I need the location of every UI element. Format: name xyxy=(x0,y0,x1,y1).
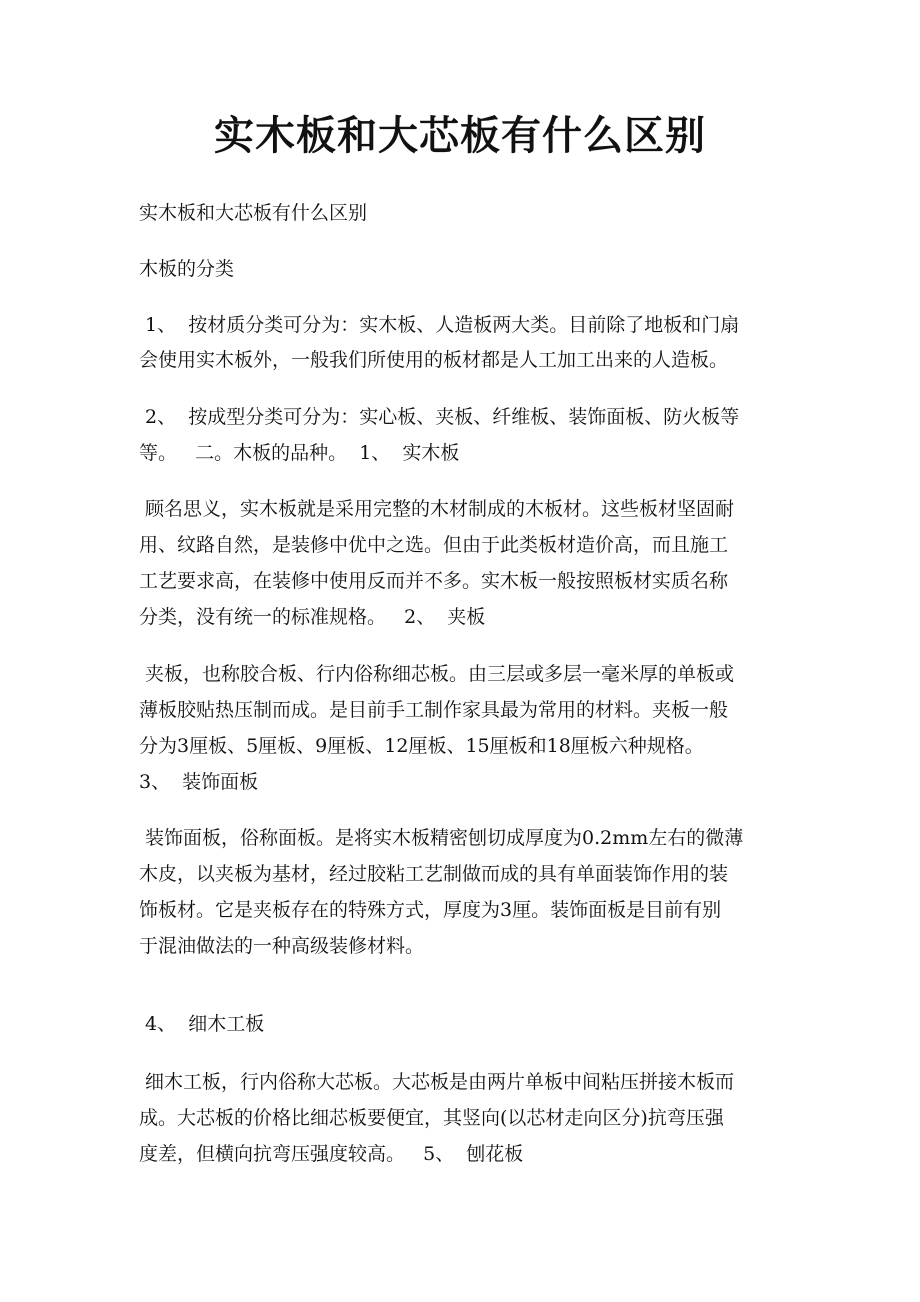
paragraph-line: 装饰面板，俗称面板。是将实木板精密刨切成厚度为0.2mm左右的微薄 xyxy=(139,827,744,849)
paragraph-line: 工艺要求高，在装修中使用反而并不多。实木板一般按照板材实质名称 xyxy=(139,570,729,592)
paragraph-line: 细木工板，行内俗称大芯板。大芯板是由两片单板中间粘压拼接木板而 xyxy=(139,1071,735,1093)
paragraph-line: 夹板，也称胶合板、行内俗称细芯板。由三层或多层一毫米厚的单板或 xyxy=(139,663,735,685)
paragraph-line: 分类，没有统一的标准规格。 2、 夹板 xyxy=(139,606,486,628)
paragraph-line: 1、 按材质分类可分为：实木板、人造板两大类。目前除了地板和门扇 xyxy=(139,314,740,336)
section-heading: 4、 细木工板 xyxy=(139,1013,265,1035)
paragraph-line: 会使用实木板外，一般我们所使用的板材都是人工加工出来的人造板。 xyxy=(139,349,729,371)
paragraph-line: 薄板胶贴热压制而成。是目前手工制作家具最为常用的材料。夹板一般 xyxy=(139,699,729,721)
paragraph-line: 木皮，以夹板为基材，经过胶粘工艺制做而成的具有单面装饰作用的装 xyxy=(139,863,729,885)
paragraph-line: 等。 二。木板的品种。 1、 实木板 xyxy=(139,442,460,464)
paragraph-line: 于混油做法的一种高级装修材料。 xyxy=(139,935,425,957)
paragraph-line: 顾名思义，实木板就是采用完整的木材制成的木板材。这些板材坚固耐 xyxy=(139,498,735,520)
paragraph-line: 成。大芯板的价格比细芯板要便宜，其竖向(以芯材走向区分)抗弯压强 xyxy=(139,1107,724,1129)
paragraph-line: 用、纹路自然，是装修中优中之选。但由于此类板材造价高，而且施工 xyxy=(139,534,729,556)
paragraph-line: 3、 装饰面板 xyxy=(139,771,259,793)
paragraph-line: 2、 按成型分类可分为：实心板、夹板、纤维板、装饰面板、防火板等 xyxy=(139,406,740,428)
section-heading: 木板的分类 xyxy=(139,258,235,280)
subtitle-line: 实木板和大芯板有什么区别 xyxy=(139,202,368,224)
paragraph-line: 分为3厘板、5厘板、9厘板、12厘板、15厘板和18厘板六种规格。 xyxy=(139,735,704,757)
paragraph-line: 饰板材。它是夹板存在的特殊方式，厚度为3厘。装饰面板是目前有别 xyxy=(139,899,722,921)
document-title: 实木板和大芯板有什么区别 xyxy=(214,112,706,159)
paragraph-line: 度差，但横向抗弯压强度较高。 5、 刨花板 xyxy=(139,1143,524,1165)
